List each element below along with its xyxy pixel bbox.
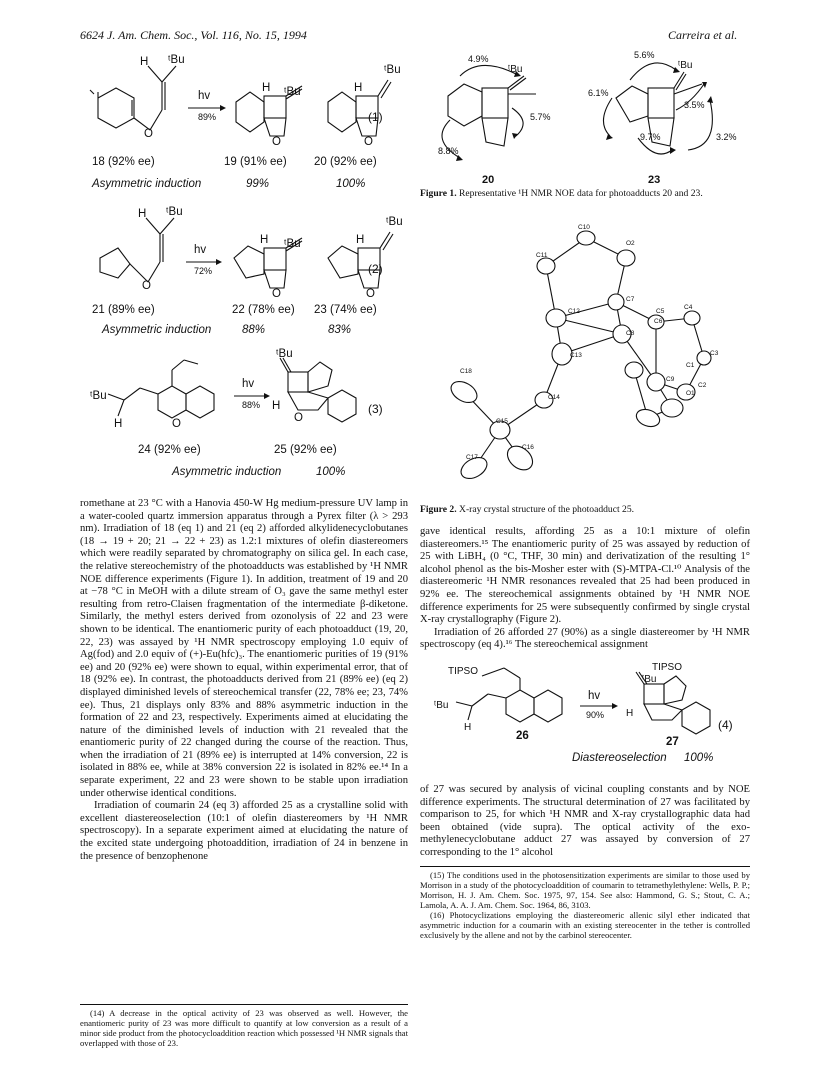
product-23-O: O <box>366 288 375 300</box>
figure-2-caption: Figure 2. X-ray crystal structure of the photoadduct 25. <box>420 504 635 515</box>
product-27-tipso: TIPSO <box>652 662 683 673</box>
eq-number-1: (1) <box>368 110 383 124</box>
asymmetric-induction-label-3: Asymmetric induction <box>172 466 282 478</box>
reactant-24-O: O <box>172 418 181 430</box>
product-20-tBu: ᵗBu <box>384 64 401 76</box>
left-paragraph-2: Irradiation of coumarin 24 (eq 3) afforded 25 as a crystalline solid with excellent diastereoselection (10:1 of olefin diastereomers by ¹H NMR spectroscopy). In a separate experiment aimed at elucidating the nature of the excited state undergoing photoaddition, irradiation of 24 in benzene in the presence of benzophenone <box>80 800 408 862</box>
compound-label-22: 22 (78% ee) <box>232 304 295 316</box>
atom-label-C18: C18 <box>460 368 472 375</box>
product-19-H: H <box>262 82 271 94</box>
compound-label-20: 20 (92% ee) <box>314 156 377 168</box>
footnote-16: (16) Photocyclizations employing the diastereomeric allenic silyl ether indicated that asymmetric induction for a coumarin with an existing stereocenter in the tether is controlled exclusively by the allene and not by the carbinol stereocenter. <box>420 910 750 940</box>
arrow-hv-1: hv <box>198 90 211 102</box>
compound-label-21: 21 (89% ee) <box>92 304 155 316</box>
atom-label-O2: O2 <box>626 240 635 247</box>
arrow-hv-3: hv <box>242 378 255 390</box>
eq-number-3: (3) <box>368 402 383 416</box>
asymmetric-induction-value-22: 88% <box>242 324 266 336</box>
reactant-18-O: O <box>144 128 153 140</box>
atom-label-C6: C6 <box>654 318 663 325</box>
fig1-20-tBu: ᵗBu <box>508 64 523 75</box>
fig1-23-tBu: ᵗBu <box>678 60 693 71</box>
compound-label-27: 27 <box>666 736 679 748</box>
arrow-yield-2: 72% <box>194 266 213 276</box>
noe-23-d: 9.7% <box>640 132 661 142</box>
atom-label-O1: O1 <box>686 390 695 397</box>
noe-23-b: 6.1% <box>588 88 609 98</box>
atom-label-C8: C8 <box>626 330 635 337</box>
product-20-H: H <box>354 82 363 94</box>
asymmetric-induction-value-19: 99% <box>246 178 270 190</box>
noe-20-a: 4.9% <box>468 54 489 64</box>
product-22-tBu: ᵗBu <box>284 238 301 250</box>
product-25-O: O <box>294 412 303 424</box>
reactant-21-H: H <box>138 208 147 220</box>
asymmetric-induction-value-25: 100% <box>316 466 346 478</box>
product-25-tBu: ᵗBu <box>276 348 293 360</box>
product-22-H: H <box>260 234 269 246</box>
product-22-O: O <box>272 288 281 300</box>
right-footnotes <box>420 870 750 940</box>
product-20-O: O <box>364 136 373 148</box>
product-19-O: O <box>272 136 281 148</box>
scheme-eq3 <box>88 348 408 488</box>
fig1-compound-23: 23 <box>648 174 661 186</box>
fig1-compound-20: 20 <box>482 174 495 186</box>
right-column-body-top <box>420 526 750 652</box>
compound-label-26: 26 <box>516 730 529 742</box>
atom-label-C7: C7 <box>626 296 635 303</box>
asymmetric-induction-label-2: Asymmetric induction <box>102 324 212 336</box>
atom-label-C1: C1 <box>686 362 695 369</box>
atom-label-C9: C9 <box>666 376 675 383</box>
eq-number-2: (2) <box>368 262 383 276</box>
right-paragraph-2: Irradiation of 26 afforded 27 (90%) as a single diastereomer by ¹H NMR spectroscopy (eq 4).¹⁶ The stereochemical assignment <box>420 626 750 651</box>
reactant-24-H: H <box>114 418 123 430</box>
figure-2 <box>420 222 750 522</box>
compound-label-25: 25 (92% ee) <box>274 444 337 456</box>
product-23-H: H <box>356 234 365 246</box>
compound-label-18: 18 (92% ee) <box>92 156 155 168</box>
scheme-eq1 <box>88 52 408 198</box>
reactant-21-O: O <box>142 280 151 292</box>
compound-label-24: 24 (92% ee) <box>138 444 201 456</box>
right-paragraph-1: gave identical results, affording 25 as a 10:1 mixture of olefin diastereomers.¹⁵ The enantiomeric purity of 25 was assayed by reduction of 25 with LiBH₄ (0 °C, THF, 30 min) and derivatization of the resulting 1° alcohol phenol as the bis-Mosher ester with (S)-MTPA-Cl.¹⁰ Analysis of the diastereomeric ¹H NMR resonances revealed that 25 had been produced in 92% ee. The stereochemical assignments obtained by ¹H NMR NOE difference experiments for 25 were subsequently confirmed by single crystal X-ray crystallography (Figure 2). <box>420 526 750 626</box>
atom-label-C3: C3 <box>710 350 719 357</box>
scheme-eq2 <box>88 206 408 342</box>
reactant-26-tipso: TIPSO <box>448 666 479 677</box>
scheme-eq1-structures <box>88 52 408 164</box>
right-column-body-bottom <box>420 784 750 860</box>
reactant-18-H: H <box>140 56 149 68</box>
asymmetric-induction-value-23: 83% <box>328 324 352 336</box>
product-27-tBu: ᵗBu <box>642 674 657 685</box>
atom-label-C12: C12 <box>568 308 580 315</box>
figure-1-caption: Figure 1. Representative ¹H NMR NOE data for photoadducts 20 and 23. <box>420 188 703 199</box>
right-paragraph-3: of 27 was secured by analysis of vicinal coupling constants and by NOE difference experiments. The structural determination of 27 was facilitated by comparison to 25, for which ¹H NMR and X-ray crystallographic data had been obtained (vide supra). The optical activity of the exo-methylenecyclobutane adduct 27 was assayed by conversion of 27 corresponding to the 1° alcohol <box>420 784 750 858</box>
arrow-hv-4: hv <box>588 690 601 702</box>
noe-23-a: 5.6% <box>634 50 655 60</box>
atom-label-C13: C13 <box>570 352 582 359</box>
atom-label-C5: C5 <box>656 308 665 315</box>
left-paragraph-1: romethane at 23 °C with a Hanovia 450-W Hg medium-pressure UV lamp in a water-cooled quartz immersion apparatus through a Pyrex filter (λ > 293 nm). Irradiation of 18 (eq 1) and 21 (eq 2) afforded alkylidenecyclobutanes (18 → 19 + 20; 21 → 22 + 23) as 1.2:1 mixtures of olefin diastereomers which were readily separated by chromatography on silica gel. In each case, the relative stereochemistry of the photoadducts was established by ¹H NMR NOE difference experiments (Figure 1). In addition, treatment of 19 and 20 at −78 °C in MeOH with a dilute stream of O₃ gave the same methyl ester resulting from retro-Claisen fragmentation of the intermediate β-diketone. Similarly, the methyl esters derived from ozonolysis of 22 and 23 were shown to be identical. The enantiomeric purity of each photoadduct (19, 20, 22, 23) was assayed by ¹H NMR spectroscopy employing 1.0 equiv of Ag(fod) and 2.0 equiv of (+)-Eu(hfc)₃. The enantiomeric purities of 19 (91% ee) and 20 (92% ee) were shown to equal, within experimental error, that of 18 (92% ee). In contrast, the photoadducts derived from 21 (89% ee) (eq 2) displayed diminished levels of stereochemical transfer (22, 78% ee; 23, 74% ee). Thus, 21 displays only 83% and 88% asymmetric induction in the formation of 22 and 23, respectively. Experiments aimed at elucidating the nature of the diminished levels of induction with 21 revealed that the enantiomeric purity of 22 changed during the course of the reaction. Thus, when the irradiation of 21 (89% ee) is interrupted at 14% conversion, 22 is isolated in 88% ee, while at 38% conversion 22 is isolated in 82% ee.¹⁴ In a separate experiment, 22 and 23 were shown to be stable upon irradiation under otherwise identical conditions. <box>80 498 408 799</box>
atom-label-C11: C11 <box>536 252 548 259</box>
compound-label-19: 19 (91% ee) <box>224 156 287 168</box>
atom-label-C16: C16 <box>522 444 534 451</box>
figure-1-noe-diagram <box>420 50 750 180</box>
scheme-eq4 <box>420 664 750 768</box>
running-header-left: 6624 J. Am. Chem. Soc., Vol. 116, No. 15, 1994 <box>80 28 307 42</box>
reactant-26-tBu: ᵗBu <box>434 700 449 711</box>
diastereoselection-value: 100% <box>684 752 714 764</box>
arrow-yield-4: 90% <box>586 710 605 720</box>
running-header-right: Carreira et al. <box>668 28 738 42</box>
reactant-18-tBu: ᵗBu <box>168 54 185 66</box>
product-27-H: H <box>626 708 634 719</box>
arrow-hv-2: hv <box>194 244 207 256</box>
footnote-14: (14) A decrease in the optical activity of 23 was observed as well. However, the enantiomeric purity of 23 was more difficult to quantify at low conversion as a result of a minor side product from the photocycloaddition reaction which possessed ¹H NMR signals that overlapped with those of 23. <box>80 1008 408 1048</box>
atom-label-C14: C14 <box>548 394 560 401</box>
asymmetric-induction-label-1: Asymmetric induction <box>92 178 202 190</box>
footnote-rule-right <box>420 866 750 867</box>
arrow-yield-1: 89% <box>198 112 217 122</box>
noe-23-e: 3.2% <box>716 132 737 142</box>
product-23-tBu: ᵗBu <box>386 216 403 228</box>
atom-label-C4: C4 <box>684 304 693 311</box>
atom-label-C2: C2 <box>698 382 707 389</box>
left-column-body <box>80 498 408 863</box>
noe-20-c: 8.8% <box>438 146 459 156</box>
reactant-26-H: H <box>464 722 472 733</box>
noe-20-b: 5.7% <box>530 112 551 122</box>
footnote-rule-left <box>80 1004 408 1005</box>
arrow-yield-3: 88% <box>242 400 261 410</box>
compound-label-23: 23 (74% ee) <box>314 304 377 316</box>
diastereoselection-label: Diastereoselection <box>572 752 667 764</box>
eq-number-4: (4) <box>718 718 733 732</box>
product-25-H: H <box>272 400 281 412</box>
reactant-24-tBu: ᵗBu <box>90 390 107 402</box>
noe-23-c: 3.5% <box>684 100 705 110</box>
figure-1 <box>420 50 750 210</box>
product-19-tBu: ᵗBu <box>284 86 301 98</box>
atom-label-C10: C10 <box>578 224 590 231</box>
reactant-21-tBu: ᵗBu <box>166 206 183 218</box>
footnote-15: (15) The conditions used in the photosensitization experiments are similar to those used by Morrison in a study of the photocycloaddition of coumarin to tetramethylethylene: Wells, P. P.; Morrison, H. J. Am. Chem. Soc. 1975, 97, 154. See also: Hammond, G. S.; Stout, C. A.; Lamola, A. A. J. Am. Chem. Soc. 1964, 86, 3103. <box>420 870 750 910</box>
figure-2-ortep <box>420 222 750 492</box>
atom-label-C17: C17 <box>466 454 478 461</box>
atom-label-C15: C15 <box>496 418 508 425</box>
scheme-eq2-structures <box>88 206 408 316</box>
asymmetric-induction-value-20: 100% <box>336 178 366 190</box>
